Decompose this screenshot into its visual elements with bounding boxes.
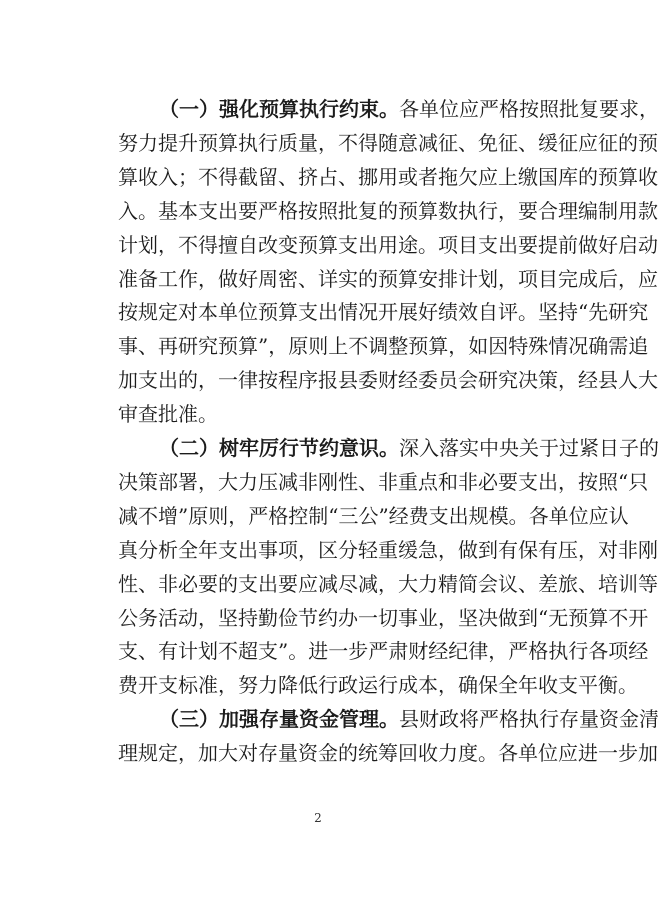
paragraph-1-line-10: 审查批准。	[118, 402, 218, 426]
paragraph-3-line-2: 理规定，加大对存量资金的统筹回收力度。各单位应进一步加	[118, 741, 658, 765]
paragraph-2-line-5: 性、非必要的支出要应减尽减，大力精简会议、差旅、培训等	[118, 572, 658, 596]
paragraph-2-line-3: 减不增”原则，严格控制“三公”经费支出规模。各单位应认	[118, 504, 629, 528]
paragraph-1-line-6: 准备工作，做好周密、详实的预算安排计划，项目完成后，应	[118, 267, 658, 291]
paragraph-2-line-8: 费开支标准，努力降低行政运行成本，确保全年收支平衡。	[118, 673, 638, 697]
paragraph-1-line-2: 努力提升预算执行质量，不得随意减征、免征、缓征应征的预	[118, 131, 658, 155]
paragraph-1-heading: （一）强化预算执行约束。	[159, 97, 399, 121]
paragraph-1-line-1: （一）强化预算执行约束。各单位应严格按照批复要求，	[159, 97, 659, 121]
paragraph-2-heading: （二）树牢厉行节约意识。	[159, 436, 399, 460]
paragraph-1-line-9: 加支出的，一律按程序报县委财经委员会研究决策，经县人大	[118, 368, 658, 392]
paragraph-2-line-1: （二）树牢厉行节约意识。深入落实中央关于过紧日子的	[159, 436, 659, 460]
paragraph-2-line-7: 支、有计划不超支”。进一步严肃财经纪律，严格执行各项经	[118, 639, 649, 663]
paragraph-2-line-2: 决策部署，大力压减非刚性、非重点和非必要支出，按照“只	[118, 470, 649, 494]
paragraph-3-heading: （三）加强存量资金管理。	[159, 707, 399, 731]
paragraph-2-line-6: 公务活动，坚持勤俭节约办一切事业，坚决做到“无预算不开	[118, 606, 649, 630]
paragraph-3-line-1: （三）加强存量资金管理。县财政将严格执行存量资金清	[159, 707, 659, 731]
paragraph-1-line-4: 入。基本支出要严格按照批复的预算数执行，要合理编制用款	[118, 199, 658, 223]
page-number: 2	[314, 811, 322, 825]
paragraph-1-line-5: 计划，不得擅自改变预算支出用途。项目支出要提前做好启动	[118, 233, 658, 257]
paragraph-2-line-4: 真分析全年支出事项，区分轻重缓急，做到有保有压，对非刚	[118, 538, 658, 562]
paragraph-1-line-7: 按规定对本单位预算支出情况开展好绩效自评。坚持“先研究	[118, 300, 649, 324]
paragraph-1-line-3: 算收入；不得截留、挤占、挪用或者拖欠应上缴国库的预算收	[118, 165, 658, 189]
paragraph-1-line-8: 事、再研究预算”，原则上不调整预算，如因特殊情况确需追	[118, 334, 649, 358]
